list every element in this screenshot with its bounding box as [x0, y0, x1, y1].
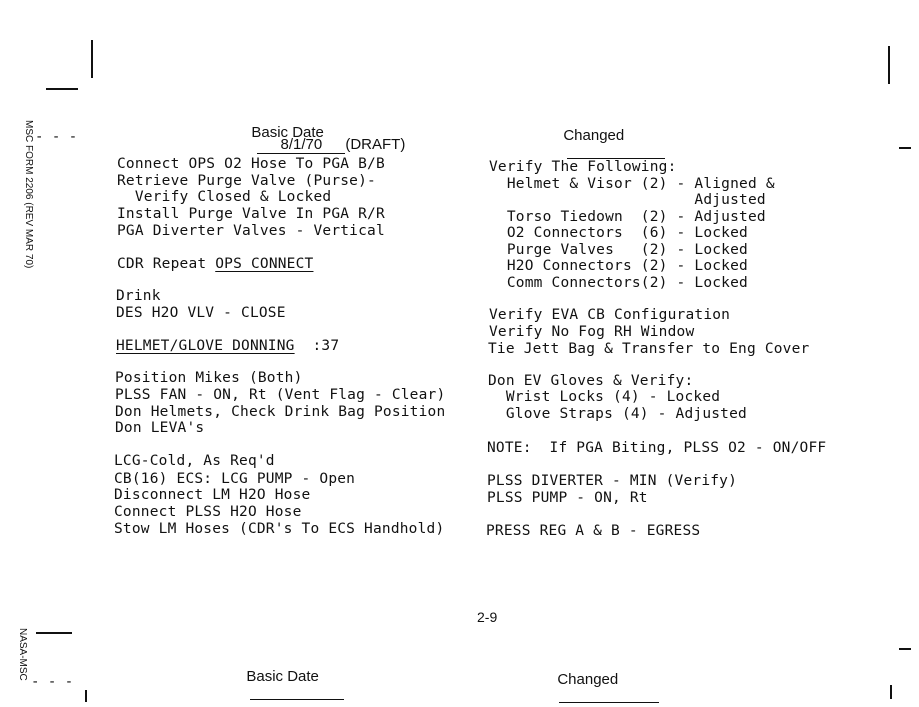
header-changed: [555, 110, 665, 163]
crop-mark: [36, 632, 72, 634]
procedure-line: Install Purge Valve In PGA R/R: [117, 206, 385, 222]
verify-item: Helmet & Visor (2) - Aligned &: [489, 176, 775, 192]
footer-changed-blank: [559, 688, 659, 703]
changed-label: Changed: [563, 127, 625, 144]
cdr-repeat-line: [117, 256, 313, 272]
helmet-glove-heading: HELMET/GLOVE DONNING: [116, 338, 295, 354]
procedure-line: PLSS PUMP - ON, Rt: [487, 490, 648, 506]
procedure-line: CB(16) ECS: LCG PUMP - Open: [114, 471, 356, 487]
procedure-line: Drink: [116, 288, 161, 304]
verify-item: Comm Connectors(2) - Locked: [489, 275, 748, 291]
note-line: NOTE: If PGA Biting, PLSS O2 - ON/OFF: [487, 440, 827, 456]
dash-mark: - - -: [35, 129, 78, 145]
footer-changed: [549, 654, 659, 707]
crop-mark: [91, 40, 93, 78]
procedure-line: Verify Closed & Locked: [117, 189, 332, 205]
footer-changed-label: Changed: [557, 671, 619, 688]
procedure-line: Connect OPS O2 Hose To PGA B/B: [117, 156, 385, 172]
procedure-line: Verify No Fog RH Window: [489, 324, 695, 340]
procedure-line: DES H2O VLV - CLOSE: [116, 305, 286, 321]
procedure-line: Don LEVA's: [115, 420, 205, 436]
verify-heading: Verify The Following:: [489, 159, 677, 175]
procedure-line: Stow LM Hoses (CDR's To ECS Handhold): [114, 521, 445, 537]
changed-blank: [567, 144, 665, 159]
procedure-line: Verify EVA CB Configuration: [489, 307, 731, 323]
cdr-repeat-prefix: CDR Repeat: [117, 256, 216, 272]
crop-mark: [899, 147, 911, 149]
procedure-line: Connect PLSS H2O Hose: [114, 504, 302, 520]
basic-date-value: 8/1/70: [280, 136, 323, 153]
procedure-line: Wrist Locks (4) - Locked: [488, 389, 721, 405]
verify-item: O2 Connectors (6) - Locked: [489, 225, 748, 241]
verify-item: H2O Connectors (2) - Locked: [489, 258, 748, 274]
crop-mark: [85, 690, 87, 702]
procedure-line: PLSS FAN - ON, Rt (Vent Flag - Clear): [115, 387, 446, 403]
footer-basic-date: [238, 651, 344, 704]
procedure-line: Tie Jett Bag & Transfer to Eng Cover: [488, 341, 810, 357]
agency-label: NASA-MSC: [17, 628, 28, 681]
page-number: 2-9: [477, 609, 498, 625]
procedure-line: Don Helmets, Check Drink Bag Position: [115, 404, 446, 420]
procedure-line: Glove Straps (4) - Adjusted: [488, 406, 747, 422]
verify-item: Adjusted: [489, 192, 766, 208]
basic-date-label: Basic Date: [251, 124, 324, 141]
header: [243, 107, 405, 159]
footer-basic-date-label: Basic Date: [246, 668, 319, 685]
crop-mark: [890, 685, 892, 699]
procedure-line: PGA Diverter Valves - Vertical: [117, 223, 385, 239]
procedure-line: Don EV Gloves & Verify:: [488, 373, 694, 389]
form-id-label: MSC FORM 2206 (REV MAR 70): [23, 120, 34, 269]
procedure-line: LCG-Cold, As Req'd: [114, 453, 275, 469]
verify-item: Purge Valves (2) - Locked: [489, 242, 748, 258]
press-reg-line: PRESS REG A & B - EGRESS: [486, 523, 701, 539]
crop-mark: [888, 46, 890, 84]
verify-item: Torso Tiedown (2) - Adjusted: [489, 209, 766, 225]
procedure-line: Retrieve Purge Valve (Purse)-: [117, 173, 376, 189]
footer-basic-date-blank: [250, 685, 344, 700]
ops-connect-heading: OPS CONNECT: [215, 256, 314, 272]
dash-mark: - - -: [31, 674, 74, 690]
draft-label: (DRAFT): [345, 136, 406, 153]
procedure-line: Position Mikes (Both): [115, 370, 303, 386]
helmet-glove-line: [116, 338, 339, 354]
procedure-line: Disconnect LM H2O Hose: [114, 487, 311, 503]
crop-mark: [46, 88, 78, 90]
basic-date-field: [257, 136, 345, 154]
procedure-line: PLSS DIVERTER - MIN (Verify): [487, 473, 738, 489]
helmet-glove-time: :37: [294, 338, 340, 354]
crop-mark: [899, 648, 911, 650]
